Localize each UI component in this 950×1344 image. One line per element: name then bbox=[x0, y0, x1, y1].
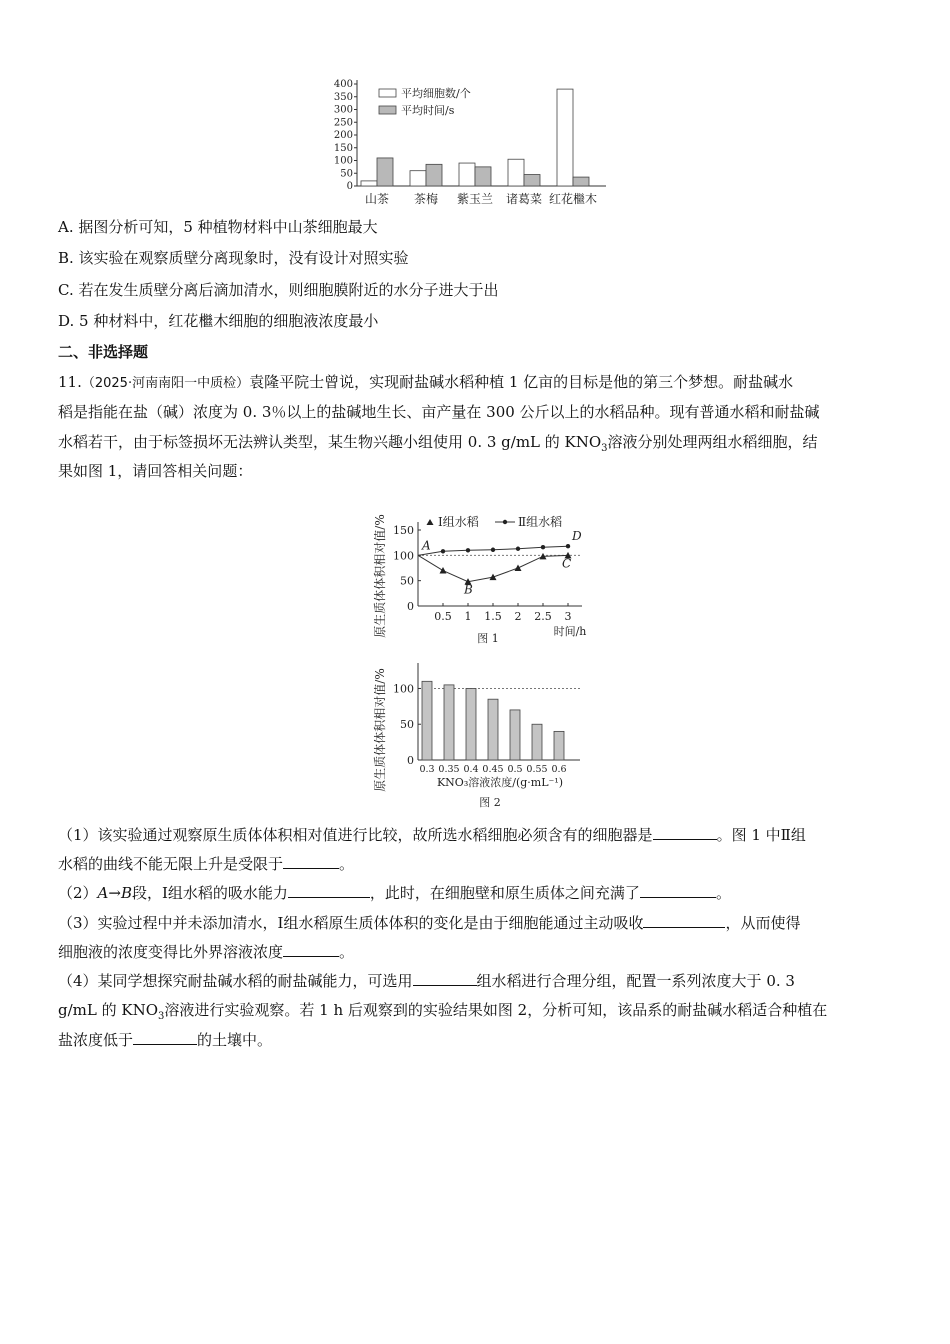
sub1-text-a: （1）该实验通过观察原生质体体积相对值进行比较，故所选水稻细胞必须含有的细胞器是 bbox=[58, 826, 653, 844]
series-2-point bbox=[466, 548, 470, 552]
sub2-text-b: 段，Ⅰ组水稻的吸水能力 bbox=[131, 884, 288, 902]
cell-count-time-bar-chart bbox=[325, 70, 635, 210]
y-tick-label: 100 bbox=[333, 155, 353, 167]
x-tick-label: 1.5 bbox=[484, 610, 502, 623]
x-axis-label: 时间/h bbox=[553, 625, 587, 638]
q11-source: （2025·河南南阳一中质检） bbox=[81, 376, 250, 391]
y-tick-label: 200 bbox=[333, 130, 353, 141]
blank-2[interactable] bbox=[283, 854, 339, 869]
sub3-text-a: （3）实验过程中并未添加清水，Ⅰ组水稻原生质体体积的变化是由于细胞能通过主动吸收 bbox=[58, 914, 644, 932]
x-tick-label: 0.5 bbox=[434, 610, 452, 623]
x-tick-label: 2.5 bbox=[534, 610, 552, 623]
y-tick-label: 50 bbox=[340, 168, 353, 180]
series-1-point bbox=[490, 574, 497, 581]
x-tick-label: 3 bbox=[564, 610, 572, 623]
section-title: 二、非选择题 bbox=[58, 343, 149, 361]
y-tick-label: 150 bbox=[393, 524, 414, 537]
x-tick-label: 2 bbox=[514, 610, 522, 623]
y-tick-label: 400 bbox=[333, 79, 353, 90]
sub3-text-b: ，从而使得 bbox=[725, 914, 801, 932]
sub1-line2 bbox=[58, 854, 354, 874]
x-tick-label: 0.3 bbox=[419, 764, 435, 775]
series-1-point bbox=[515, 565, 522, 572]
series-2-point bbox=[541, 545, 545, 549]
sub2-ab: A→B bbox=[97, 884, 132, 902]
series-2-point bbox=[441, 549, 445, 553]
q11-text1: 袁隆平院士曾说，实现耐盐碱水稻种植 1 亿亩的目标是他的第三个梦想。耐盐碱水 bbox=[249, 373, 794, 391]
y-tick-label: 250 bbox=[333, 117, 353, 129]
legend-dot-icon bbox=[503, 520, 507, 524]
bar bbox=[524, 175, 540, 186]
category-label: 红花檵木 bbox=[548, 192, 598, 206]
y-tick-label: 300 bbox=[333, 104, 353, 116]
sub4-sub: 3 bbox=[158, 1011, 165, 1022]
sub2-text-a: （2） bbox=[58, 884, 98, 902]
y-tick-label: 100 bbox=[393, 549, 414, 563]
x-tick-label: 0.45 bbox=[482, 764, 504, 775]
bar bbox=[532, 724, 542, 760]
y-tick-label: 0 bbox=[407, 754, 414, 767]
series-2-point bbox=[566, 544, 570, 548]
blank-3[interactable] bbox=[288, 883, 370, 898]
sub4-line1 bbox=[58, 971, 795, 991]
sub4-text-b: 组水稻进行合理分组，配置一系列浓度大于 0. 3 bbox=[476, 972, 795, 990]
option-b: B. 该实验在观察质壁分离现象时，没有设计对照实验 bbox=[58, 249, 409, 267]
bar bbox=[361, 181, 377, 186]
category-label: 诸葛菜 bbox=[505, 192, 543, 206]
x-axis-label: KNO₃溶液浓度/(g·mL⁻¹) bbox=[436, 776, 564, 789]
sub2-text-d: 。 bbox=[715, 884, 731, 902]
sub2-line bbox=[58, 883, 731, 903]
sub3-text-d: 。 bbox=[339, 943, 355, 961]
option-c: C. 若在发生质壁分离后滴加清水，则细胞膜附近的水分子进大于出 bbox=[58, 281, 499, 299]
blank-6[interactable] bbox=[283, 942, 339, 957]
q11-line1 bbox=[58, 372, 793, 394]
q11-line2: 稻是指能在盐（碱）浓度为 0. 3％以上的盐碱地生长、亩产量在 300 公斤以上的水稻品种。现有普通水稻和耐盐碱 bbox=[58, 403, 820, 421]
legend-label: Ⅱ组水稻 bbox=[518, 515, 563, 529]
q11-line3 bbox=[58, 432, 818, 459]
y-tick-label: 150 bbox=[333, 142, 353, 154]
sub1-text-d: 。 bbox=[339, 855, 355, 873]
point-label: A bbox=[422, 538, 431, 553]
sub2-text-c: ，此时，在细胞壁和原生质体之间充满了 bbox=[369, 884, 640, 902]
sub3-line1 bbox=[58, 913, 801, 933]
legend-label: 平均时间/s bbox=[401, 104, 455, 117]
figure-caption: 图 2 bbox=[479, 796, 501, 809]
y-tick-label: 50 bbox=[400, 574, 414, 588]
legend-label: Ⅰ组水稻 bbox=[438, 515, 479, 529]
sub4-text-c: g/mL 的 KNO bbox=[58, 1001, 159, 1019]
figure2-bar-chart bbox=[360, 652, 600, 814]
figure1-line-chart bbox=[360, 488, 600, 648]
sub3-line2 bbox=[58, 942, 354, 962]
x-tick-label: 0.6 bbox=[551, 764, 567, 775]
q11-line3-sub: 3 bbox=[601, 443, 608, 454]
bar bbox=[466, 688, 476, 760]
x-tick-label: 0.4 bbox=[463, 764, 479, 775]
bar bbox=[459, 163, 475, 186]
sub4-text-f: 的土壤中。 bbox=[197, 1031, 273, 1049]
option-a: A. 据图分析可知，5 种植物材料中山茶细胞最大 bbox=[58, 218, 378, 236]
y-tick-label: 0 bbox=[407, 600, 414, 613]
category-label: 茶梅 bbox=[413, 192, 439, 206]
q11-line3b: 溶液分别处理两组水稻细胞，结 bbox=[607, 433, 818, 451]
bar bbox=[510, 710, 520, 760]
category-label: 紫玉兰 bbox=[456, 192, 494, 206]
bar bbox=[422, 681, 432, 760]
bar bbox=[410, 171, 426, 186]
category-label: 山茶 bbox=[364, 192, 390, 206]
y-tick-label: 350 bbox=[333, 91, 353, 103]
legend-label: 平均细胞数/个 bbox=[401, 87, 471, 100]
point-label: C bbox=[562, 556, 572, 571]
bar bbox=[475, 167, 491, 186]
x-tick-label: 0.5 bbox=[507, 764, 523, 775]
y-axis-label: 原生质体体积相对值/% bbox=[373, 668, 387, 792]
figure-caption: 图 1 bbox=[477, 632, 499, 645]
sub4-text-a: （4）某同学想探究耐盐碱水稻的耐盐碱能力，可选用 bbox=[58, 972, 413, 990]
bar bbox=[488, 699, 498, 760]
x-tick-label: 1 bbox=[464, 610, 472, 623]
q11-line4: 果如图 1，请回答相关问题： bbox=[58, 462, 253, 480]
series-2-point bbox=[516, 547, 520, 551]
sub4-line3 bbox=[58, 1030, 272, 1050]
sub1-text-b: 。图 1 中Ⅱ组 bbox=[716, 826, 806, 844]
bar bbox=[557, 89, 573, 186]
series-1-point bbox=[440, 567, 447, 574]
blank-1[interactable] bbox=[653, 825, 717, 840]
sub1-line1 bbox=[58, 825, 806, 845]
bar bbox=[444, 685, 454, 760]
blank-4[interactable] bbox=[640, 883, 716, 898]
bar bbox=[426, 164, 442, 186]
sub1-text-c: 水稻的曲线不能无限上升是受限于 bbox=[58, 855, 284, 873]
bar bbox=[554, 731, 564, 760]
point-label: B bbox=[464, 582, 473, 597]
x-tick-label: 0.55 bbox=[526, 764, 548, 775]
y-tick-label: 100 bbox=[393, 682, 414, 696]
sub4-text-e: 盐浓度低于 bbox=[58, 1031, 134, 1049]
sub4-line2 bbox=[58, 1000, 827, 1027]
legend-swatch bbox=[379, 89, 396, 97]
option-d: D. 5 种材料中，红花檵木细胞的细胞液浓度最小 bbox=[58, 312, 379, 330]
legend-triangle-icon bbox=[427, 519, 434, 525]
blank-7[interactable] bbox=[413, 971, 477, 986]
legend-swatch bbox=[379, 106, 396, 114]
q11-line3a: 水稻若干，由于标签损坏无法辨认类型，某生物兴趣小组使用 0. 3 g/mL 的 KNO bbox=[58, 433, 602, 451]
sub4-text-d: 溶液进行实验观察。若 1 h 后观察到的实验结果如图 2，分析可知，该品系的耐盐碱水稻适合种植在 bbox=[164, 1001, 828, 1019]
bar bbox=[377, 158, 393, 186]
blank-8[interactable] bbox=[133, 1030, 197, 1045]
series-2-point bbox=[491, 548, 495, 552]
y-tick-label: 50 bbox=[400, 718, 414, 732]
blank-5[interactable] bbox=[643, 913, 725, 928]
y-tick-label: 0 bbox=[346, 181, 353, 192]
sub3-text-c: 细胞液的浓度变得比外界溶液浓度 bbox=[58, 943, 284, 961]
x-tick-label: 0.35 bbox=[438, 764, 460, 775]
bar bbox=[573, 177, 589, 186]
q11-number: 11. bbox=[58, 373, 82, 391]
point-label: D bbox=[572, 529, 582, 544]
bar bbox=[508, 159, 524, 186]
y-axis-label: 原生质体体积相对值/% bbox=[373, 514, 387, 638]
